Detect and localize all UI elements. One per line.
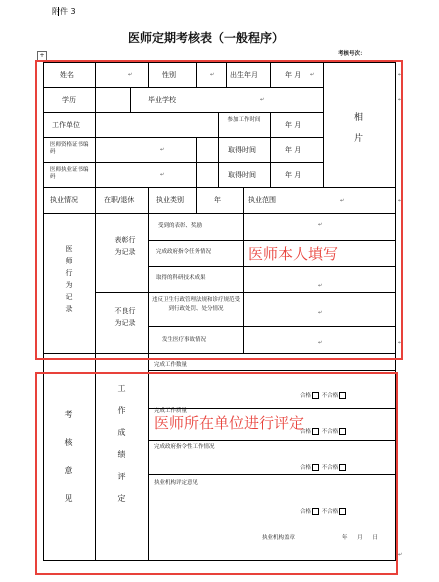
assessment-opinion-label: 考核意见 [64,410,73,522]
practice-year-month: 年 月 [285,171,302,179]
paragraph-mark: ↵ [398,340,403,346]
good-item-1: 受到的表彰、奖励 [158,223,203,229]
education-label: 学历 [62,96,76,104]
photo-label: 相片 [352,112,362,154]
practice-level: 执业类别 [156,196,184,204]
table-move-handle[interactable]: + [37,51,47,61]
paragraph-mark: ↵ [318,310,323,316]
gender-label: 性别 [162,71,176,79]
unit-eval-annotation: 医师所在单位进行评定 [154,414,305,432]
pass-label: 合格 [300,509,312,515]
exam-number-label: 考核号次： [338,51,366,57]
unit-eval-region [35,372,398,575]
self-fill-region [35,60,403,360]
behavior-record-label: 医师行为记录 [65,245,73,317]
paragraph-mark: ↵ [318,222,323,228]
eval-item-quality: 完成工作质量 [154,408,188,414]
birth-year-month: 年 月 [285,71,302,79]
paragraph-mark: ↵ [310,72,315,78]
pass-label: 合格 [300,429,312,435]
qual-obtain-label: 取得时间 [228,146,256,154]
paragraph-mark: ↵ [318,340,323,346]
performance-eval-label: 工作成绩评定 [117,384,126,516]
birth-label: 出生年月 [230,71,258,79]
practice-cert-label: 医师执业证书编码 [50,167,89,180]
school-label: 毕业学校 [148,96,176,104]
eval-item-gov-task: 完成政府指令性工作情况 [154,444,215,450]
self-fill-annotation: 医师本人填写 [248,245,339,263]
qual-year-month: 年 月 [285,146,302,154]
pass-label: 合格 [300,465,312,471]
bad-item-1: 违反卫生行政管理法规和诊疗规范受到行政处罚、处分情况 [152,297,241,312]
fail-label: 不合格 [321,393,339,399]
paragraph-mark: ↵ [318,283,323,289]
good-record-label: 表彰行为记录 [114,236,136,256]
practice-status: 在职/退休 [104,196,135,204]
eval-item-unit-opinion: 执业机构评定意见 [154,480,199,486]
name-label: 姓名 [60,71,74,79]
page-title: 医师定期考核表（一般程序） [128,31,285,45]
fail-label: 不合格 [321,509,339,515]
paragraph-mark: ↵ [398,552,403,558]
work-unit-label: 工作单位 [52,121,80,129]
qual-cert-label: 医师资格证书编码 [50,142,89,155]
paragraph-mark: ↵ [260,97,265,103]
work-start-year-month: 年 月 [285,121,302,129]
paragraph-mark: ↵ [398,72,403,78]
paragraph-mark: ↵ [340,198,345,204]
text-cursor [58,7,65,16]
paragraph-mark: ↵ [398,97,403,103]
paragraph-mark: ↵ [398,198,403,204]
bad-item-2: 发生医疗事故情况 [162,337,207,343]
eval-item-quantity: 完成工作数量 [154,362,188,368]
paragraph-mark: ↵ [128,72,133,78]
fail-label: 不合格 [321,429,339,435]
practice-label: 执业情况 [50,196,78,204]
paragraph-mark: ↵ [160,172,165,178]
fail-label: 不合格 [321,465,339,471]
unit-seal-label: 执业机构盖章 [262,535,296,541]
good-item-2: 完成政府指令任务情况 [156,249,212,255]
pass-label: 合格 [300,393,312,399]
work-start-label: 参加工作时间 [227,117,261,123]
practice-obtain-label: 取得时间 [228,171,256,179]
good-item-3: 取得的科研技术成果 [156,275,206,281]
paragraph-mark: ↵ [160,147,165,153]
paragraph-mark: ↵ [210,72,215,78]
date-label: 年 月 日 [342,535,378,541]
practice-scope: 执业范围 [248,196,276,204]
bad-record-label: 不良行为记录 [114,307,136,327]
practice-year: 年 [214,196,221,204]
attachment-label: 附件 3 [52,7,76,16]
